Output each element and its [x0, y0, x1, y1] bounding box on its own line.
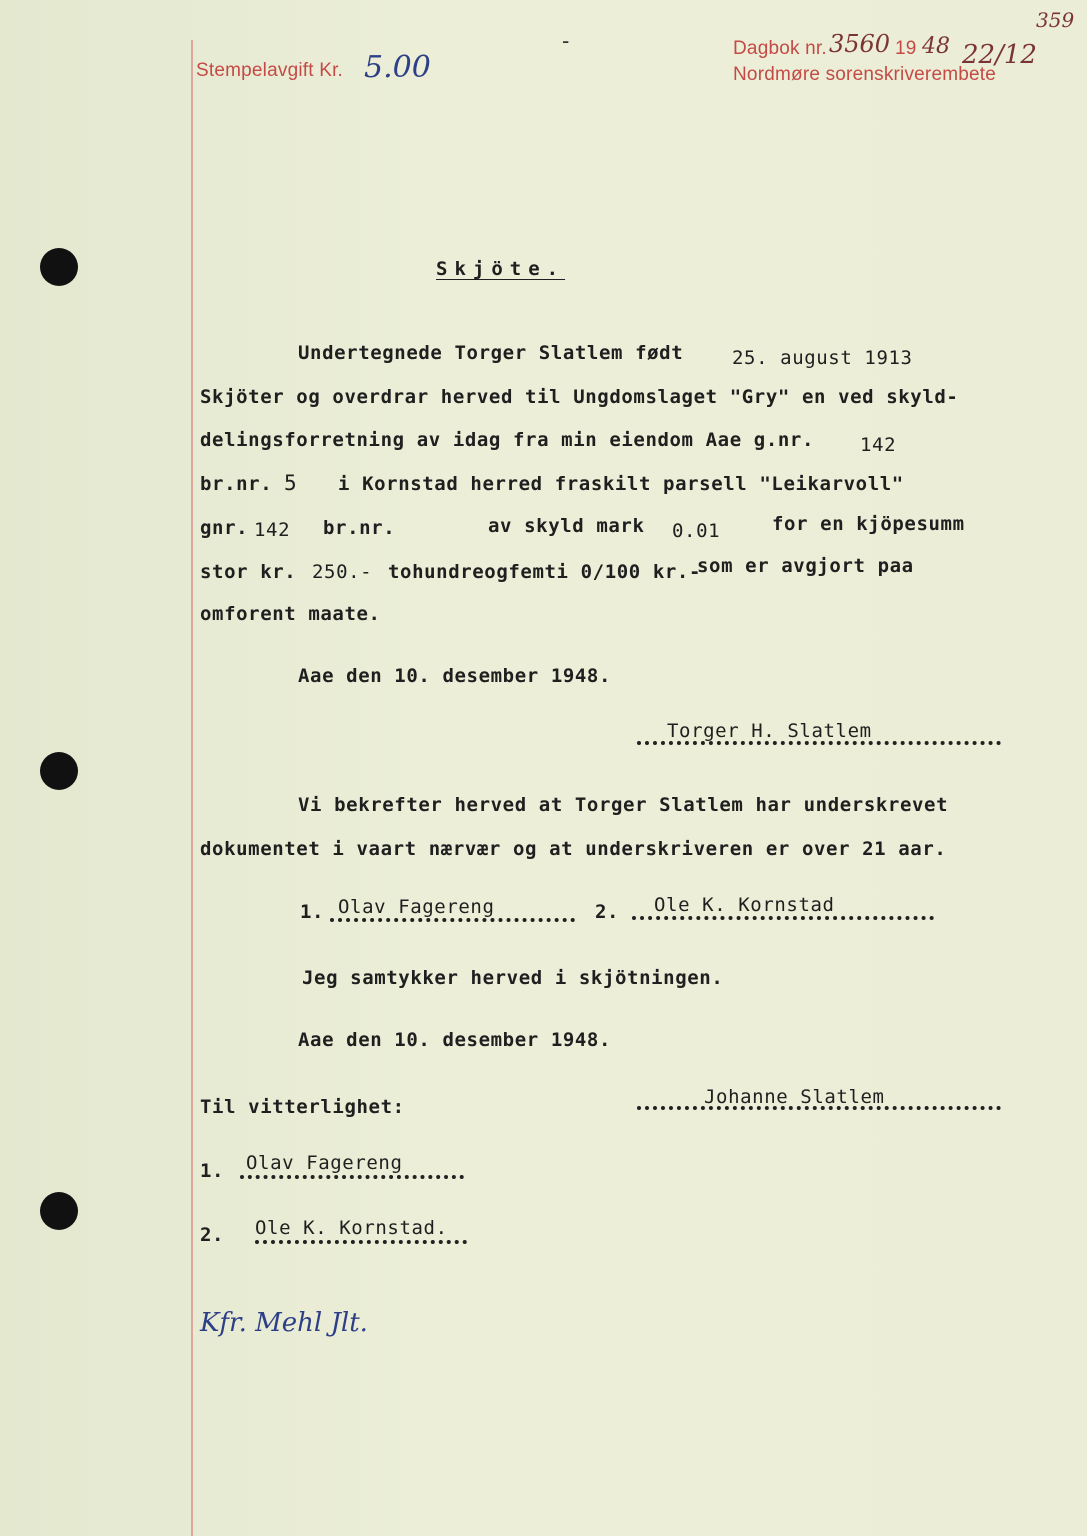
punch-hole-middle — [40, 752, 78, 790]
witness-1-line — [330, 918, 575, 922]
vitne-2-label: 2. — [200, 1224, 225, 1246]
line-5-bnr: br.nr. — [323, 517, 396, 539]
vitne-1-line — [240, 1175, 464, 1179]
seller-signature-line — [637, 741, 1001, 745]
line-6-stor: stor kr. — [200, 561, 297, 583]
gnr-2: 142 — [254, 519, 291, 541]
line-6-rest: som er avgjort paa — [697, 555, 914, 577]
line-4-rest: i Kornstad herred fraskilt parsell "Leikarvoll" — [338, 473, 904, 495]
stamp-duty-amount: 5.00 — [364, 50, 431, 85]
document-title: Skjöte. — [436, 258, 566, 280]
punch-hole-top — [40, 248, 78, 286]
til-vitterlighet: Til vitterlighet: — [200, 1096, 405, 1118]
spouse-signature-line — [637, 1106, 1001, 1110]
line-7: omforent maate. — [200, 603, 381, 625]
place-date-1: Aae den 10. desember 1948. — [298, 665, 612, 687]
vitne-1-label: 1. — [200, 1160, 225, 1182]
line-2: Skjöter og overdrar herved til Ungdomslaget "Gry" en ved skyld- — [200, 386, 959, 408]
dagbok-year-prefix: 19 — [895, 38, 917, 59]
bottom-note: Kfr. Mehl Jlt. — [200, 1308, 368, 1338]
witness-text-2: dokumentet i vaart nærvær og at underskriveren er over 21 aar. — [200, 838, 947, 860]
witness-2-name: Ole K. Kornstad — [654, 894, 835, 916]
margin-line — [191, 40, 193, 1536]
bnr-1: 5 — [284, 471, 298, 495]
line-5-gnr: gnr. — [200, 517, 249, 539]
punch-hole-bottom — [40, 1192, 78, 1230]
consent-text: Jeg samtykker herved i skjötningen. — [302, 967, 724, 989]
vitne-2-name: Ole K. Kornstad. — [255, 1217, 448, 1239]
witness-1-label: 1. — [300, 901, 325, 923]
dagbok-date: 22/12 — [962, 40, 1037, 70]
witness-text-1: Vi bekrefter herved at Torger Slatlem har underskrevet — [298, 794, 949, 816]
top-mark: - — [562, 28, 570, 53]
seller-signature: Torger H. Slatlem — [667, 720, 872, 742]
vitne-2-line — [255, 1240, 467, 1244]
stamp-duty-label: Stempelavgift Kr. — [196, 60, 344, 81]
place-date-2: Aae den 10. desember 1948. — [298, 1029, 612, 1051]
price-value: 250.- — [312, 561, 373, 583]
line-5-price: for en kjöpesumm — [772, 513, 965, 535]
skyld-value: 0.01 — [672, 520, 721, 542]
witness-1-name: Olav Fagereng — [338, 896, 495, 918]
page-number: 359 — [1036, 8, 1075, 32]
witness-2-line — [632, 916, 934, 920]
line-1: Undertegnede Torger Slatlem født — [298, 342, 684, 364]
line-4-bnr: br.nr. — [200, 473, 273, 495]
line-3: delingsforretning av idag fra min eiendom Aae g.nr. — [200, 429, 814, 451]
dagbok-label: Dagbok nr. — [733, 38, 827, 59]
office-stamp: Nordmøre sorenskriverembete — [733, 64, 997, 85]
dagbok-number: 3560 — [829, 30, 891, 58]
dagbok-year-suffix: 48 — [922, 34, 950, 59]
gnr-1: 142 — [860, 434, 897, 456]
witness-2-label: 2. — [595, 901, 620, 923]
vitne-1-name: Olav Fagereng — [246, 1152, 403, 1174]
line-6-words: tohundreogfemti 0/100 kr.- — [388, 561, 702, 583]
spouse-signature: Johanne Slatlem — [704, 1086, 885, 1108]
birth-date: 25. august 1913 — [732, 347, 913, 369]
line-5-skyld: av skyld mark — [488, 515, 645, 537]
